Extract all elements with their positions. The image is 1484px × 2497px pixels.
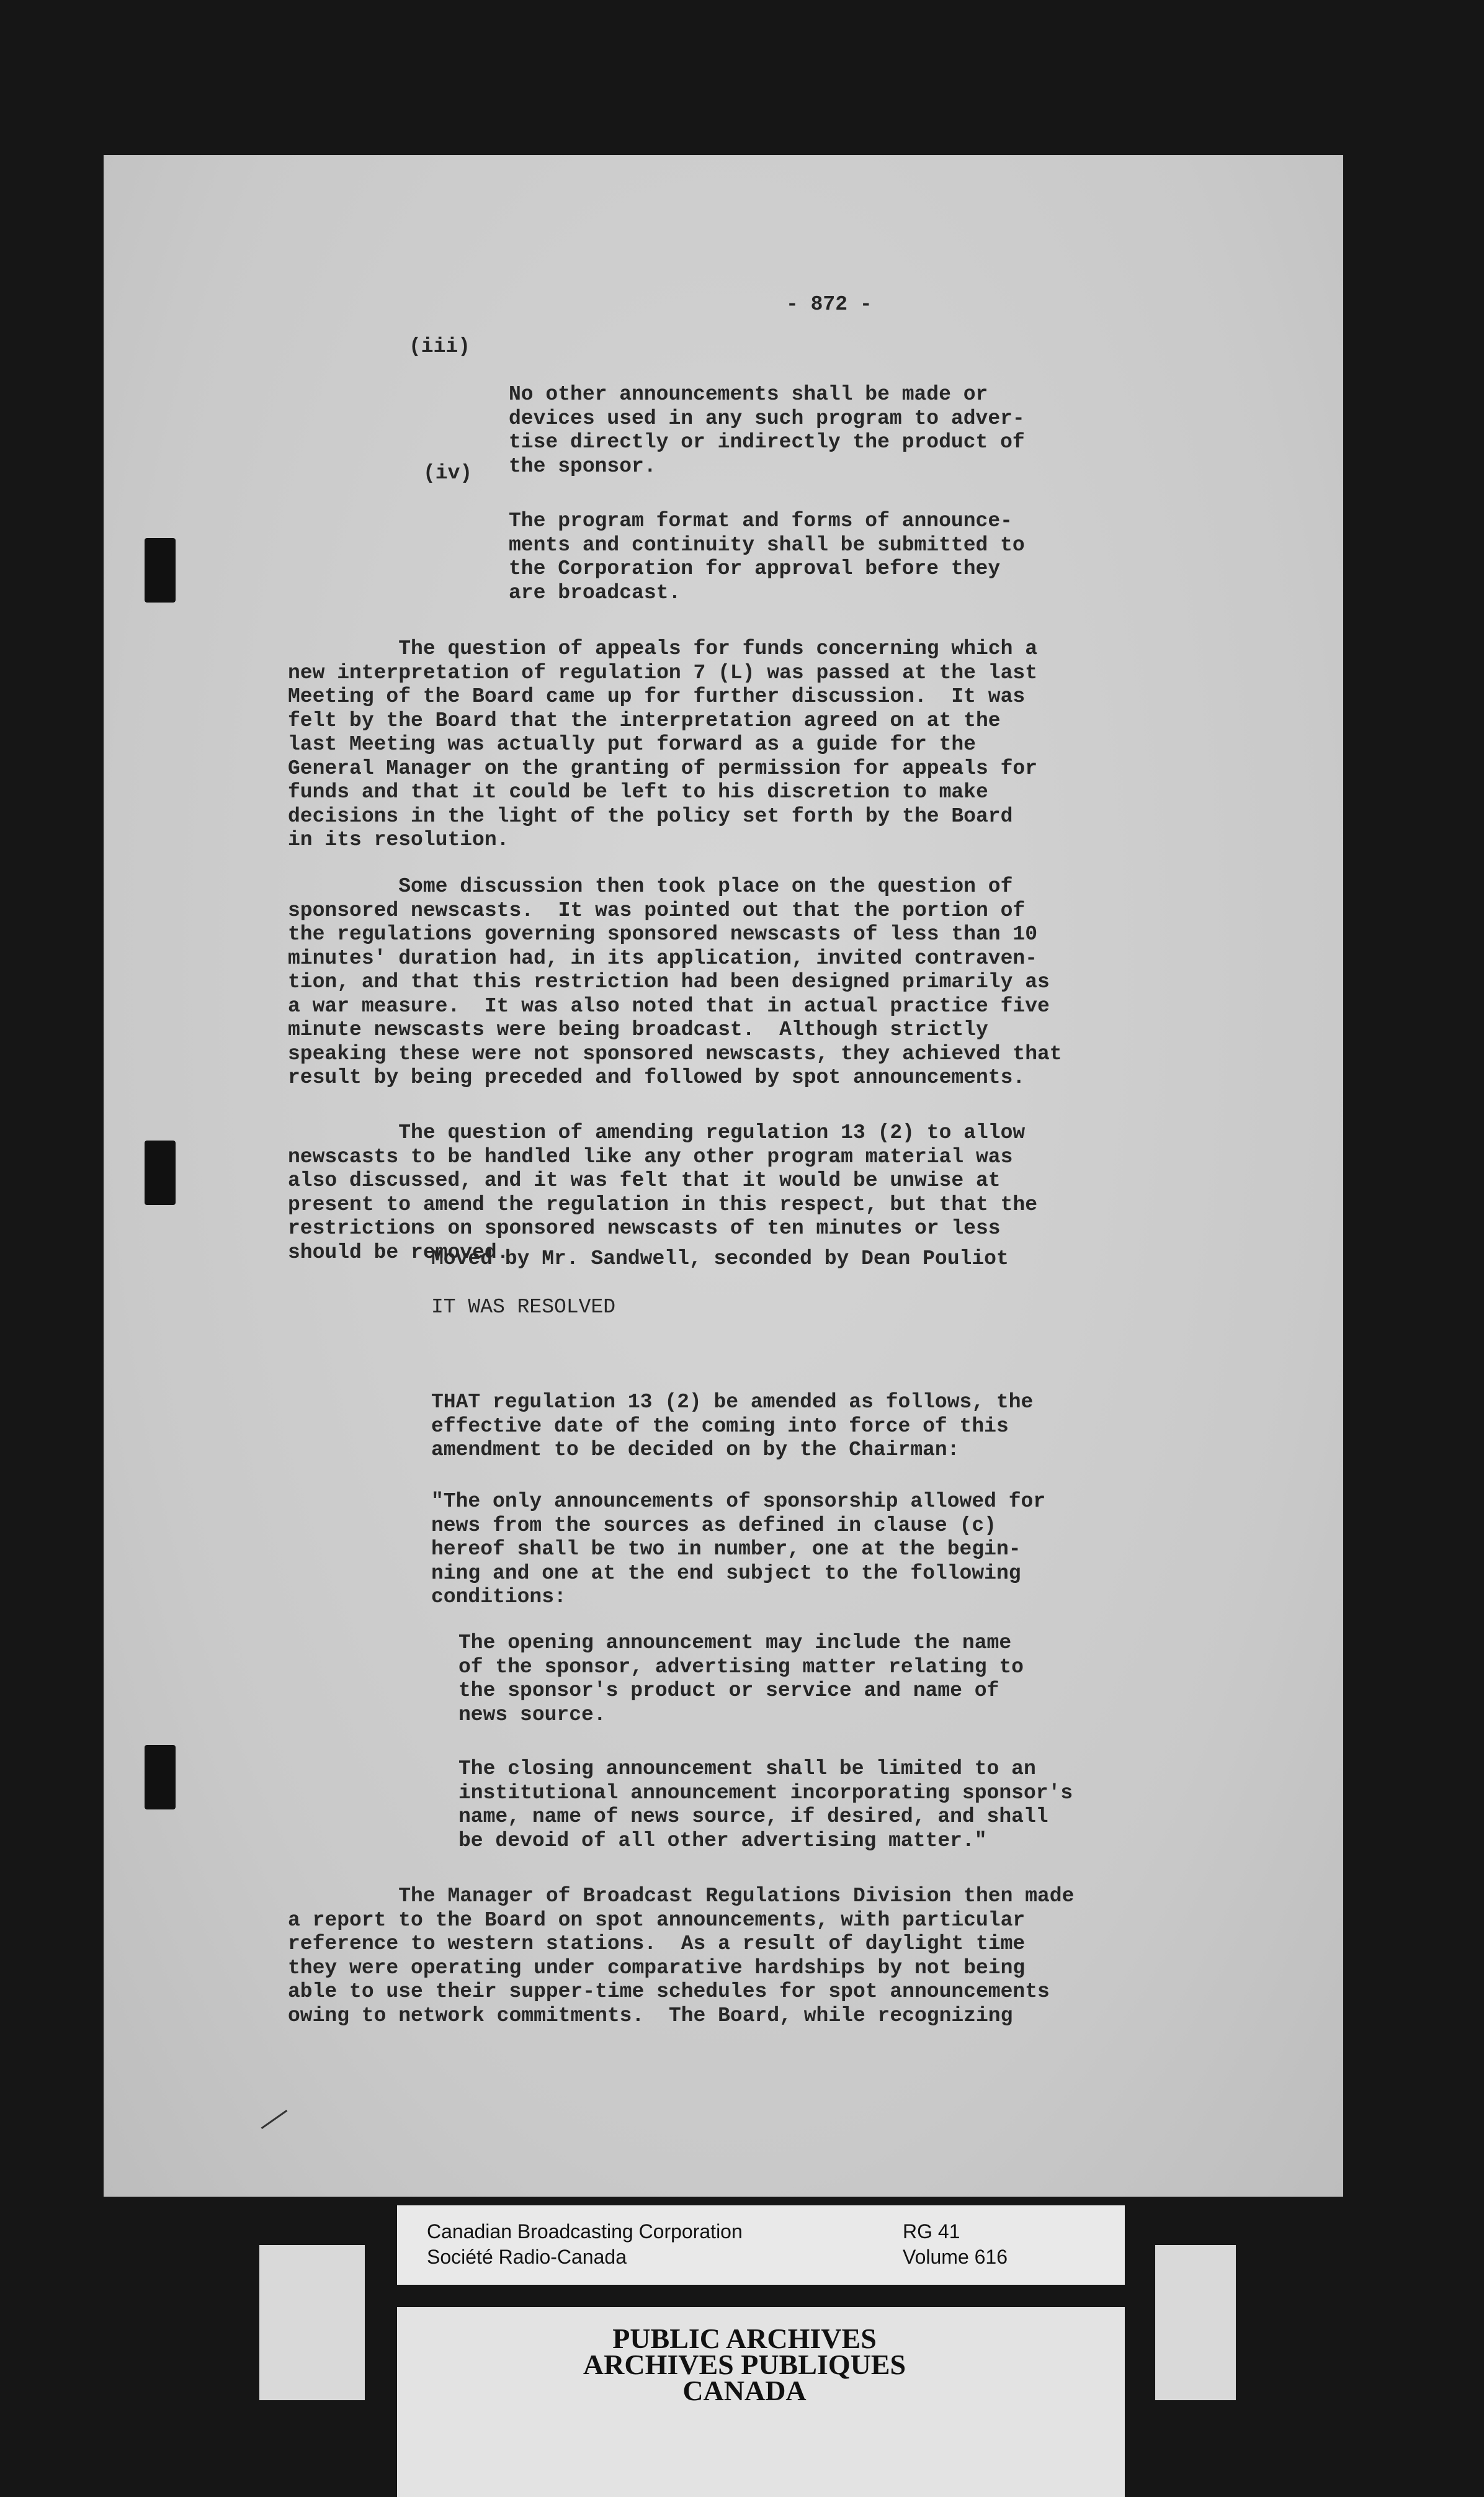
binder-hole [145,1141,176,1205]
org-english: Canadian Broadcasting Corporation [427,2220,743,2243]
scratch-mark [261,2110,288,2129]
org-french: Société Radio-Canada [427,2246,627,2268]
binder-hole [145,538,176,603]
document-page [104,155,1343,2197]
item-text: The program format and forms of announce- ments and continuity shall be submitted to the Corporation for approval before they are broadcast. [509,509,1025,604]
resolution-heading: IT WAS RESOLVED [431,1296,616,1319]
paragraph-amending: The question of amending regulation 13 (2) to allow newscasts to be handled like any other program material was also discussed, and it was felt that it would be unwise at present to amend the regulation in this respect, but that the restrictions on sponsored newscasts of ten minutes or less should be removed. [288,1121,1037,1264]
item-label: (iv) [423,462,473,485]
record-group: RG 41 [903,2220,960,2243]
public-archives-stamp: PUBLIC ARCHIVES ARCHIVES PUBLIQUES CANADA [583,2323,906,2406]
page-number: - 872 - [786,293,872,316]
paragraph-opening: The opening announcement may include the name of the sponsor, advertising matter relating to the sponsor's product or service and name of news source. [458,1631,1024,1726]
item-text: No other announcements shall be made or devices used in any such program to adver- tise directly or indirectly the product of the sponsor. [509,383,1025,478]
paragraph-quote: "The only announcements of sponsorship allowed for news from the sources as defined in clause (c) hereof shall be two in number, one at the begin- ning and one at the end subject to the following conditions: [431,1490,1046,1608]
paragraph-that: THAT regulation 13 (2) be amended as follows, the effective date of the coming into force of this amendment to be decided on by the Chairman: [431,1391,1034,1461]
archive-reference-label [397,2205,1125,2285]
archive-footer [0,2197,1484,2497]
motion-line: Moved by Mr. Sandwell, seconded by Dean Pouliot [431,1247,1009,1270]
paragraph-appeals: The question of appeals for funds concerning which a new interpretation of regulation 7 (L) was passed at the last Meeting of the Board came up for further discussion. It was felt by the Board that the interpretation agreed on at the last Meeting was actually put forward as a guide for the General Manager on the granting of permission for appeals for funds and that it could be left to his discretion to make decisions in the light of the policy set forth by the Board in its resolution. [288,637,1037,851]
right-card-stub [1155,2245,1236,2400]
item-label: (iii) [409,335,471,358]
left-card-stub [259,2245,365,2400]
volume-number: Volume 616 [903,2246,1008,2268]
paragraph-manager: The Manager of Broadcast Regulations Division then made a report to the Board on spot announcements, with particular reference to western stations. As a result of daylight time they were operating under comparative hardships by not being able to use their supper-time schedules for spot announcements owing to network commitments. The Board, while recognizing [288,1885,1075,2027]
paragraph-newscasts: Some discussion then took place on the question of sponsored newscasts. It was pointed out that the portion of the regulations governing sponsored newscasts of less than 10 minutes' duration had, in its application, invited contraven- tion, and that this restriction had been designed primarily as a war measure. It was also noted that in actual practice five minute newscasts were being broadcast. Although strictly speaking these were not sponsored newscasts, they achieved that result by being preceded and followed by spot announcements. [288,875,1062,1089]
binder-hole [145,1745,176,1809]
paragraph-closing: The closing announcement shall be limited to an institutional announcement incorporating sponsor's name, name of news source, if desired, and shall be devoid of all other advertising matter." [458,1757,1073,1852]
